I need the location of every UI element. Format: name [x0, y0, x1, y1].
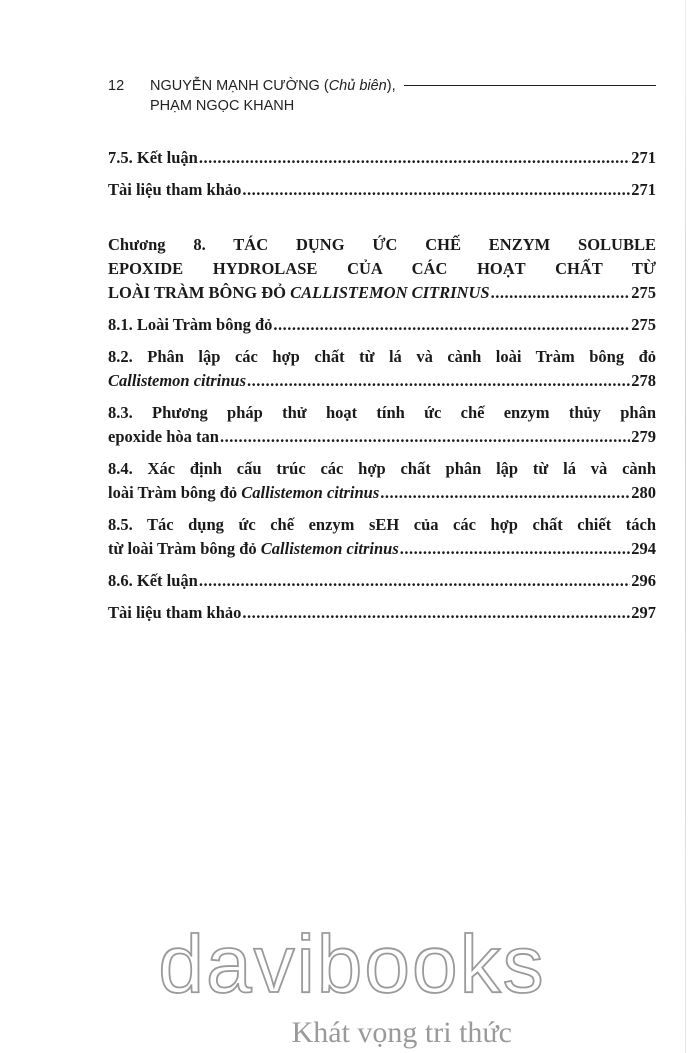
- author-line-2: PHẠM NGỌC KHANH: [150, 98, 295, 114]
- toc-page: 296: [631, 571, 656, 590]
- toc-page: 280: [631, 483, 656, 502]
- toc-entry-7-5[interactable]: 7.5. Kết luận ..... 271: [108, 146, 656, 170]
- page-number: 12: [108, 78, 125, 94]
- toc-entry-references-7[interactable]: Tài liệu tham khảo ..... 271: [108, 178, 656, 202]
- toc-page: 294: [631, 539, 656, 558]
- toc-entry-8-5[interactable]: 8.5. Tác dụng ức chế enzym sEH của các hợp chất chiết tách từ loài Tràm bông đỏ Callistemon citrinus ..... 294: [108, 513, 656, 561]
- watermark-tagline: Khát vọng tri thức: [291, 1016, 512, 1049]
- watermark-brand: davibooks: [158, 920, 546, 1010]
- chapter-title-line-1: Chương 8. TÁC DỤNG ỨC CHẾ ENZYM SOLUBLE: [108, 235, 656, 254]
- toc-page: 279: [631, 427, 656, 446]
- running-header: [108, 78, 656, 114]
- chapter-title-line-3: LOÀI TRÀM BÔNG ĐỎ CALLISTEMON CITRINUS ..... 275: [108, 281, 656, 305]
- toc-page: 275: [631, 283, 656, 302]
- toc-page: 278: [631, 371, 656, 390]
- toc-chapter-8[interactable]: [108, 233, 656, 305]
- author-line-1: NGUYỄN MẠNH CƯỜNG (Chủ biên),: [150, 78, 396, 94]
- toc-entry-8-6[interactable]: 8.6. Kết luận ..... 296: [108, 569, 656, 593]
- watermark-logo: [152, 920, 552, 1050]
- toc-page: 271: [631, 148, 656, 167]
- toc-page: 271: [631, 180, 656, 199]
- table-of-contents: [108, 146, 656, 625]
- toc-entry-8-2[interactable]: 8.2. Phân lập các hợp chất từ lá và cành loài Tràm bông đỏ Callistemon citrinus ..... 278: [108, 345, 656, 393]
- toc-page: 297: [631, 603, 656, 622]
- page-edge: [685, 0, 686, 1053]
- toc-entry-8-1[interactable]: 8.1. Loài Tràm bông đỏ ..... 275: [108, 313, 656, 337]
- toc-entry-references-8[interactable]: Tài liệu tham khảo ..... 297: [108, 601, 656, 625]
- toc-page: 275: [631, 315, 656, 334]
- toc-entry-8-3[interactable]: 8.3. Phương pháp thử hoạt tính ức chế enzym thủy phân epoxide hòa tan ..... 279: [108, 401, 656, 449]
- header-rule: [404, 85, 656, 86]
- chapter-title-line-2: EPOXIDE HYDROLASE CỦA CÁC HOẠT CHẤT TỪ: [108, 259, 656, 278]
- toc-entry-8-4[interactable]: 8.4. Xác định cấu trúc các hợp chất phân lập từ lá và cành loài Tràm bông đỏ Callistemon citrinus ..... 280: [108, 457, 656, 505]
